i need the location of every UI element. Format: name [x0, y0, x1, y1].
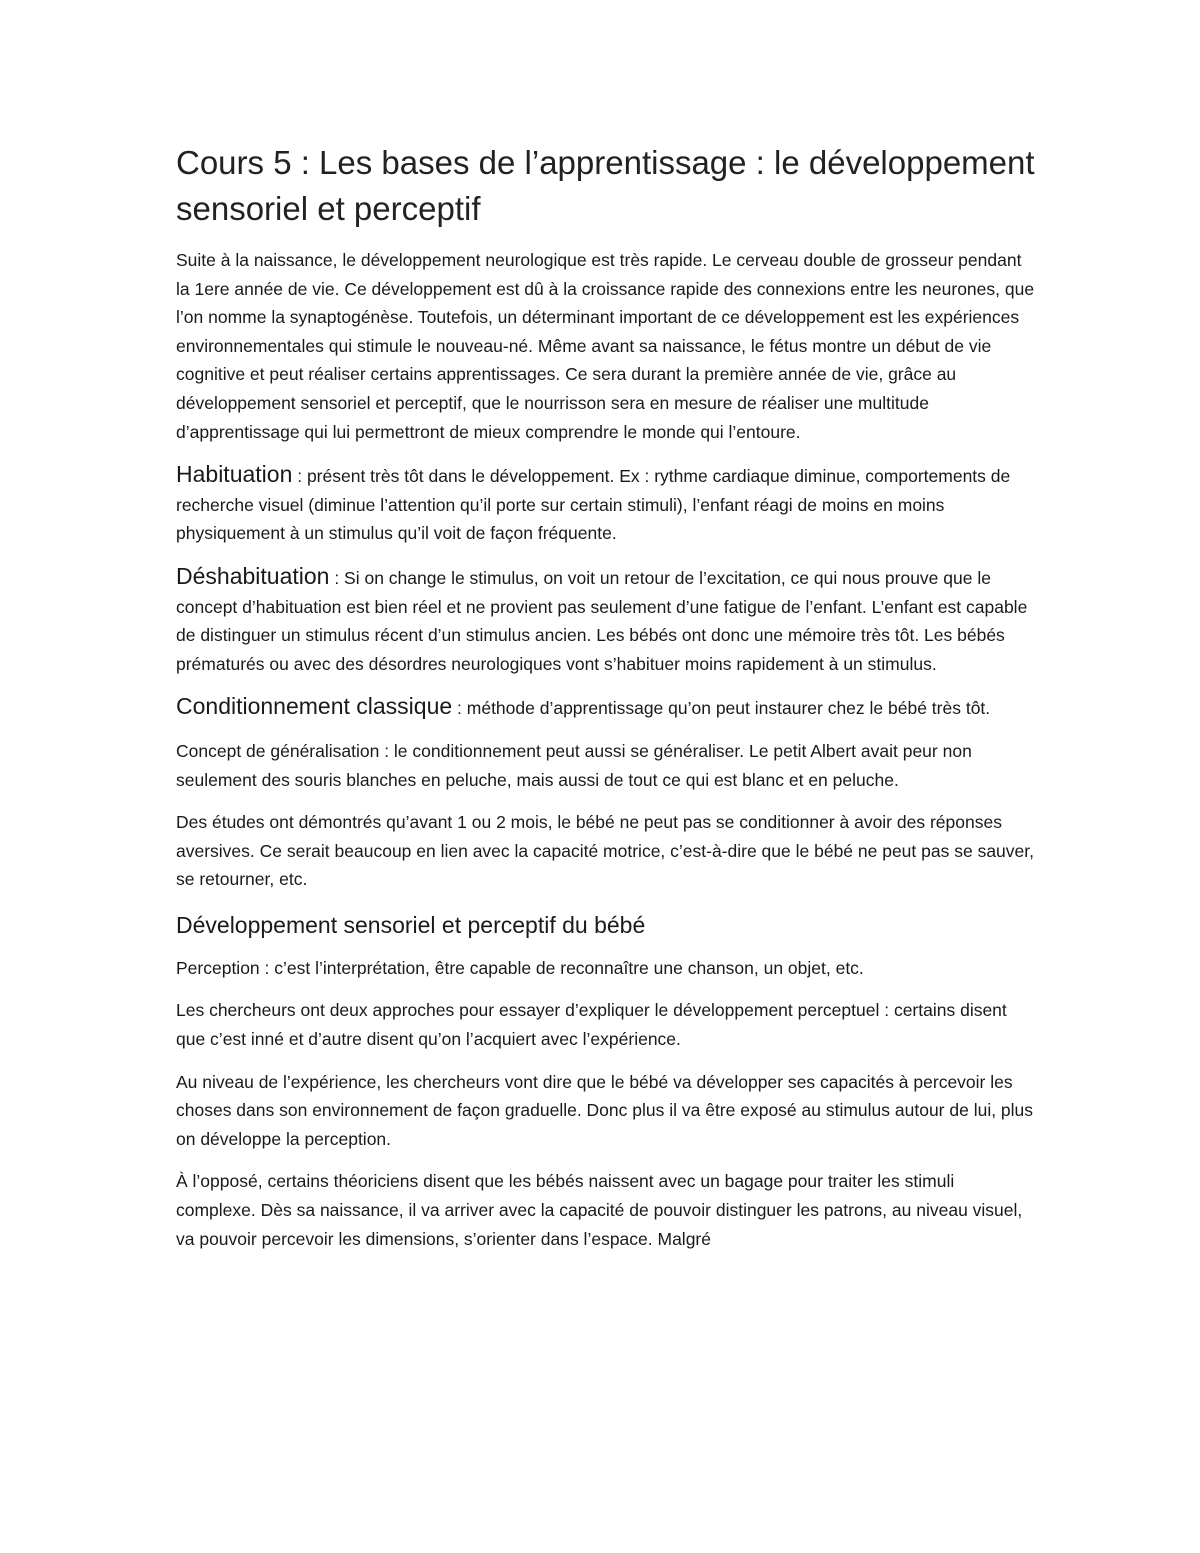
document-title: Cours 5 : Les bases de l’apprentissage : le développement sensoriel et perceptif: [176, 144, 1035, 227]
etudes-paragraph: Des études ont démontrés qu’avant 1 ou 2 mois, le bébé ne peut pas se conditionner à avoir des réponses aversives. Ce serait beaucoup en lien avec la capacité motrice, c’est-à-dire que le bébé ne peut pas se sauver, se retourner, etc.: [176, 812, 1034, 890]
generalisation-paragraph: Concept de généralisation : le conditionnement peut aussi se généraliser. Le petit Albert avait peur non seulement des souris blanches en peluche, mais aussi de tout ce qui est blanc et en peluche.: [176, 740, 972, 790]
document-page: [176, 140, 1036, 1267]
chercheurs-paragraph: Les chercheurs ont deux approches pour essayer d’expliquer le développement perceptuel : certains disent que c’est inné et d’autre disent qu’on l’acquiert avec l’expérience.: [176, 1000, 1007, 1050]
intro-paragraph: Suite à la naissance, le développement neurologique est très rapide. Le cerveau double de grosseur pendant la 1ere année de vie. Ce développement est dû à la croissance rapide des connexions entre les neurones, que l’on nomme la synaptogénèse. Toutefois, un déterminant important de ce développement est les expériences environnementales qui stimule le nouveau-né. Même avant sa naissance, le fétus montre un début de vie cognitive et peut réaliser certains apprentissages. Ce sera durant la première année de vie, grâce au développement sensoriel et perceptif, que le nourrisson sera en mesure de réaliser une multitude d’apprentissage qui lui permettront de mieux comprendre le monde qui l’entoure.: [176, 250, 1035, 442]
perception-paragraph: Perception : c’est l’interprétation, être capable de reconnaître une chanson, un objet, etc.: [176, 957, 864, 978]
habituation-term: Habituation: [176, 461, 293, 488]
deshabituation-term: Déshabituation: [176, 562, 330, 589]
conditionnement-term: Conditionnement classique: [176, 693, 453, 720]
habituation-text: : présent très tôt dans le développement. Ex : rythme cardiaque diminue, comportements de recherche visuel (diminue l’attention qu’il porte sur certain stimuli), l’enfant réagi de moins en moins physiquement à un stimulus qu’il voit de façon fréquente.: [176, 466, 1011, 544]
deshabituation-text: : Si on change le stimulus, on voit un retour de l’excitation, ce qui nous prouve que le concept d’habituation est bien réel et ne provient pas seulement d’une fatigue de l’enfant. L’enfant est capable de distinguer un stimulus récent d’un stimulus ancien. Les bébés ont donc une mémoire très tôt. Les bébés prématurés ou avec des désordres neurologiques vont s’habituer moins rapidement à un stimulus.: [176, 567, 1028, 674]
experience-paragraph: Au niveau de l’expérience, les chercheurs vont dire que le bébé va développer ses capacités à percevoir les choses dans son environnement de façon graduelle. Donc plus il va être exposé au stimulus autour de lui, plus on développe la perception.: [176, 1071, 1034, 1149]
conditionnement-text: : méthode d’apprentissage qu’on peut instaurer chez le bébé très tôt.: [452, 698, 991, 719]
oppose-paragraph: À l’opposé, certains théoriciens disent que les bébés naissent avec un bagage pour traiter les stimuli complexe. Dès sa naissance, il va arriver avec la capacité de pouvoir distinguer les patrons, au niveau visuel, va pouvoir percevoir les dimensions, s’orienter dans l’espace. Malgré: [176, 1171, 1023, 1249]
conditionnement-paragraph: [176, 692, 1036, 723]
section-heading: Développement sensoriel et perceptif du bébé: [176, 911, 646, 938]
habituation-paragraph: [176, 460, 1036, 548]
deshabituation-paragraph: [176, 562, 1036, 678]
